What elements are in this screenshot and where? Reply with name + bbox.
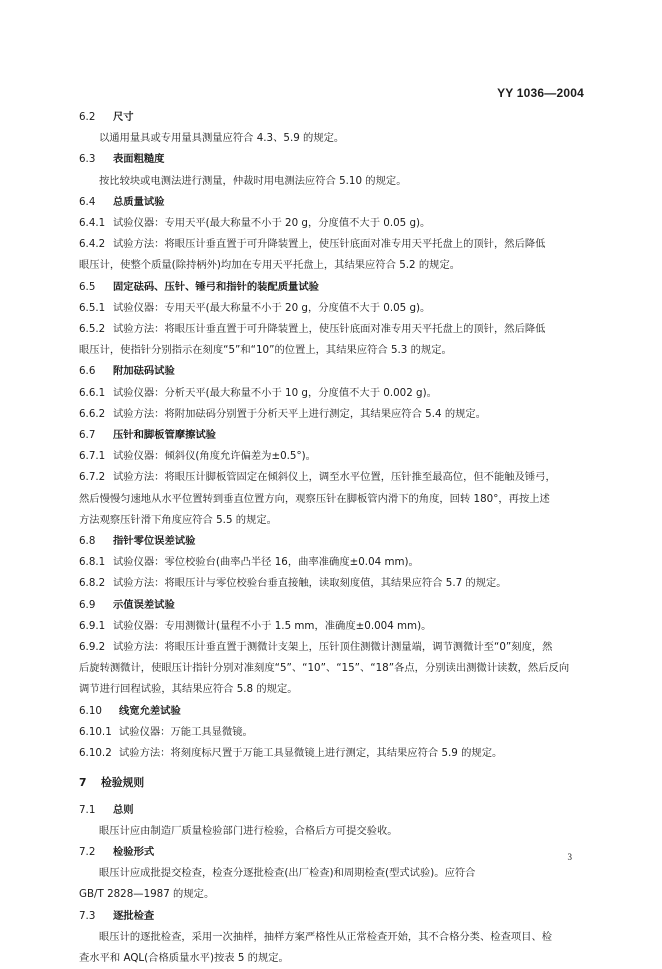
paragraph-continuation: 方法观察压针滑下角度应符合 5.5 的规定。 [79,513,277,526]
clause-number: 6.4.2 [79,238,106,251]
clause-item [79,573,587,594]
paragraph-text: 按比较块或电测法进行测量，仲裁时用电测法应符合 5.10 的规定。 [99,174,407,187]
clause-number: 6.10.1 [79,725,112,738]
clause-number: 6.9.1 [79,619,106,632]
standard-code: YY 1036—2004 [497,86,584,100]
clause-number: 6.4.1 [79,217,106,230]
section-title: 总质量试验 [113,195,165,208]
clause-number: 6.5.1 [79,301,106,314]
clause-text: 试验方法：将附加砝码分别置于分析天平上进行测定，其结果应符合 5.4 的规定。 [113,407,487,420]
section-number: 6.4 [79,195,96,208]
section-heading [79,149,587,170]
clause-number: 6.8.1 [79,556,106,569]
section-number: 7.3 [79,909,96,922]
section-title: 附加砝码试验 [113,365,175,378]
clause-number: 6.5.2 [79,323,106,336]
clause-text: 试验仪器：专用天平(最大称量不小于 20 g，分度值不大于 0.05 g)。 [113,301,431,314]
clause-text: 试验仪器：倾斜仪(角度允许偏差为±0.5°)。 [113,450,316,463]
chapter-heading [79,772,587,793]
section-number: 7.1 [79,803,96,816]
paragraph-continuation: 后旋转测微计，使眼压计指针分别对准刻度“5”、“10”、“15”、“18”各点，分别读出测微计读数，然后反向 [79,662,570,675]
clause-number: 6.9.2 [79,641,106,654]
section-number: 6.3 [79,153,96,166]
clause-text: 试验仪器：专用天平(最大称量不小于 20 g，分度值不大于 0.05 g)。 [113,217,431,230]
section-title: 尺寸 [113,111,134,123]
section-title: 检验形式 [113,845,155,858]
section-number: 6.8 [79,535,96,548]
paragraph-continuation: 眼压计，使指针分别指示在刻度“5”和“10”的位置上，其结果应符合 5.3 的规定。 [79,344,452,357]
clause-text: 试验方法：将眼压计与零位校验台垂直接触，读取刻度值，其结果应符合 5.7 的规定。 [113,577,507,590]
section-title: 表面粗糙度 [113,153,165,166]
section-title: 逐批检查 [113,909,155,922]
clause-number: 6.7.1 [79,450,106,463]
clause-text: 试验方法：将眼压计脚板管固定在倾斜仪上，调至水平位置，压针推至最高位，但不能触及锤弓， [113,471,556,484]
clause-text: 试验方法：将刻度标尺置于万能工具显微镜上进行测定，其结果应符合 5.9 的规定。 [119,747,503,760]
clause-number: 6.6.2 [79,407,106,420]
clause-number: 6.7.2 [79,471,106,484]
clause-item [79,404,587,425]
clause-number: 6.10.2 [79,747,112,760]
clause-item [79,446,587,467]
paragraph-text: 眼压计应成批提交检查，检查分逐批检查(出厂检查)和周期检查(型式试验)。应符合 [99,867,476,880]
clause-text: 试验方法：将眼压计垂直置于测微计支架上，压针顶住测微计测量端，调节测微计至“0”刻度，然 [113,641,553,654]
paragraph-continuation: 查水平和 AQL(合格质量水平)按表 5 的规定。 [79,951,289,964]
section-heading [79,107,587,128]
section-title: 压针和脚板管摩擦试验 [113,429,216,442]
clause-number: 6.8.2 [79,577,106,590]
paragraph-continuation: GB/T 2828—1987 的规定。 [79,888,215,901]
clause-text: 试验仪器：分析天平(最大称量不小于 10 g，分度值不大于 0.002 g)。 [113,386,437,399]
clause-item [79,234,587,255]
clause-number: 6.6.1 [79,386,106,399]
section-title: 固定砝码、压针、锤弓和指针的装配质量试验 [113,280,319,293]
paragraph-continuation: 然后慢慢匀速地从水平位置转到垂直位置方向，观察压针在脚板管内滑下的角度，回转 180°，再按上述 [79,492,550,505]
section-heading [79,842,587,863]
section-number: 7.2 [79,845,96,858]
clause-item [79,383,587,404]
section-number: 6.10 [79,704,102,717]
paragraph-text: 以通用量具或专用量具测量应符合 4.3、5.9 的规定。 [99,132,345,145]
section-title: 检验规则 [101,776,145,790]
clause-text: 试验仪器：专用测微计(量程不小于 1.5 mm，准确度±0.004 mm)。 [113,619,432,632]
section-heading [79,906,587,927]
section-number: 6.5 [79,280,96,293]
section-number: 6.6 [79,365,96,378]
clause-text: 试验仪器：零位校验台(曲率凸半径 16，曲率准确度±0.04 mm)。 [113,556,419,569]
document-body [79,107,587,969]
clause-text: 试验方法：将眼压计垂直置于可升降装置上，使压针底面对准专用天平托盘上的顶针，然后降低 [113,238,546,251]
paragraph-continuation: 调节进行回程试验，其结果应符合 5.8 的规定。 [79,683,298,696]
section-heading [79,361,587,382]
section-heading [79,595,587,616]
paragraph-text: 眼压计的逐批检查，采用一次抽样，抽样方案严格性从正常检查开始，其不合格分类、检查项目、检 [99,930,553,943]
clause-item [79,467,587,488]
clause-item [79,552,587,573]
clause-item [79,213,587,234]
clause-item [79,743,587,764]
section-title: 指针零位误差试验 [113,535,196,548]
clause-item [79,319,587,340]
section-number: 6.9 [79,598,96,611]
paragraph-text: 眼压计应由制造厂质量检验部门进行检验，合格后方可提交验收。 [99,824,398,837]
section-number: 6.2 [79,111,96,123]
clause-item [79,616,587,637]
clause-item [79,637,587,658]
paragraph-continuation: 眼压计，使整个质量(除持柄外)均加在专用天平托盘上，其结果应符合 5.2 的规定。 [79,259,461,272]
section-number: 6.7 [79,429,96,442]
section-heading [79,192,587,213]
clause-text: 试验仪器：万能工具显微镜。 [119,725,253,738]
section-heading [79,531,587,552]
clause-text: 试验方法：将眼压计垂直置于可升降装置上，使压针底面对准专用天平托盘上的顶针，然后降低 [113,323,546,336]
page-number: 3 [567,852,572,862]
section-title: 示值误差试验 [113,598,175,611]
section-title: 线宽允差试验 [119,704,181,717]
section-number: 7 [79,776,87,790]
section-heading [79,800,587,821]
section-heading [79,425,587,446]
clause-item [79,722,587,743]
section-heading [79,701,587,722]
section-heading [79,277,587,298]
clause-item [79,298,587,319]
section-title: 总则 [113,803,134,816]
